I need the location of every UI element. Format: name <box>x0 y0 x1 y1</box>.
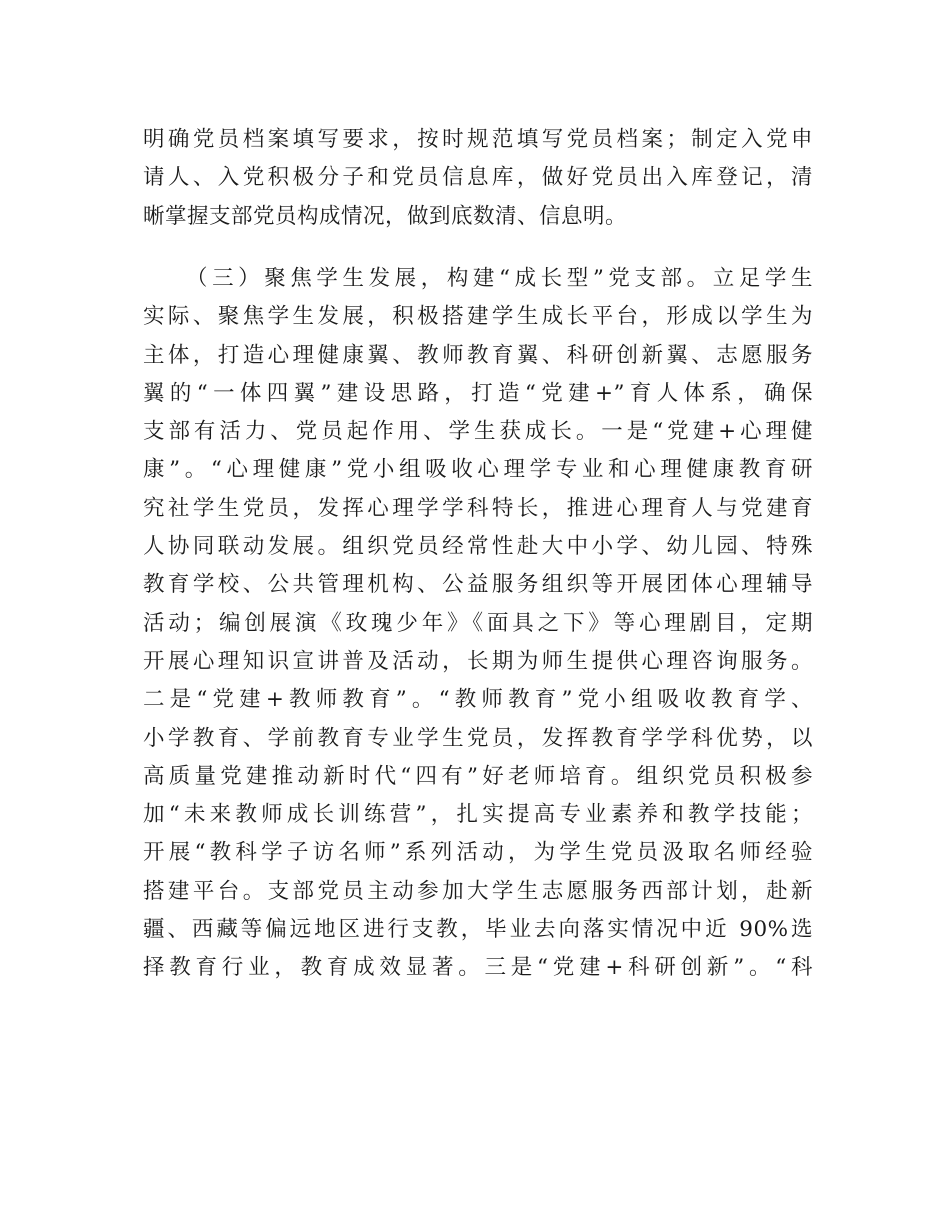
text-line: 择教育行业，教育成效显著。三是“党建+科研创新”。“科 <box>143 955 813 981</box>
text-line: 康”。“心理健康”党小组吸收心理学专业和心理健康教育研 <box>143 457 813 483</box>
text-line: 加“未来教师成长训练营”，扎实提高专业素养和教学技能； <box>143 802 813 828</box>
text-line: 支部有活力、党员起作用、学生获成长。一是“党建+心理健 <box>143 419 813 445</box>
text-line: 小学教育、学前教育专业学生党员，发挥教育学学科优势，以 <box>143 725 813 751</box>
text-line: 明确党员档案填写要求，按时规范填写党员档案；制定入党申 <box>143 127 813 152</box>
text-line: 搭建平台。支部党员主动参加大学生志愿服务西部计划，赴新 <box>143 878 813 904</box>
text-line: 主体，打造心理健康翼、教师教育翼、科研创新翼、志愿服务 <box>143 342 813 368</box>
paragraph-student-development <box>143 260 813 988</box>
text-line: 究社学生党员，发挥心理学学科特长，推进心理育人与党建育 <box>143 495 813 521</box>
text-line: 开展“教科学子访名师”系列活动，为学生党员汲取名师经验 <box>143 840 813 866</box>
text-line: 活动；编创展演《玫瑰少年》《面具之下》等心理剧目，定期 <box>143 610 813 636</box>
text-line: 教育学校、公共管理机构、公益服务组织等开展团体心理辅导 <box>143 572 813 598</box>
text-line: 翼的“一体四翼”建设思路，打造“党建+”育人体系，确保 <box>143 380 813 406</box>
text-line: 开展心理知识宣讲普及活动，长期为师生提供心理咨询服务。 <box>143 648 813 674</box>
text-line: 人协同联动发展。组织党员经常性赴大中小学、幼儿园、特殊 <box>143 534 813 560</box>
text-line: 请人、入党积极分子和党员信息库，做好党员出入库登记，清 <box>143 165 813 191</box>
text-line: 二是“党建+教师教育”。“教师教育”党小组吸收教育学、 <box>143 687 813 713</box>
text-line: 实际、聚焦学生发展，积极搭建学生成长平台，形成以学生为 <box>143 304 813 330</box>
paragraph-party-records <box>143 121 813 236</box>
section-heading-line: （三）聚焦学生发展，构建“成长型”党支部。立足学生 <box>186 266 813 291</box>
text-line: 高质量党建推动新时代“四有”好老师培育。组织党员积极参 <box>143 763 813 789</box>
text-line: 晰掌握支部党员构成情况，做到底数清、信息明。 <box>143 203 628 229</box>
text-line: 疆、西藏等偏远地区进行支教，毕业去向落实情况中近 90%选 <box>143 917 813 943</box>
